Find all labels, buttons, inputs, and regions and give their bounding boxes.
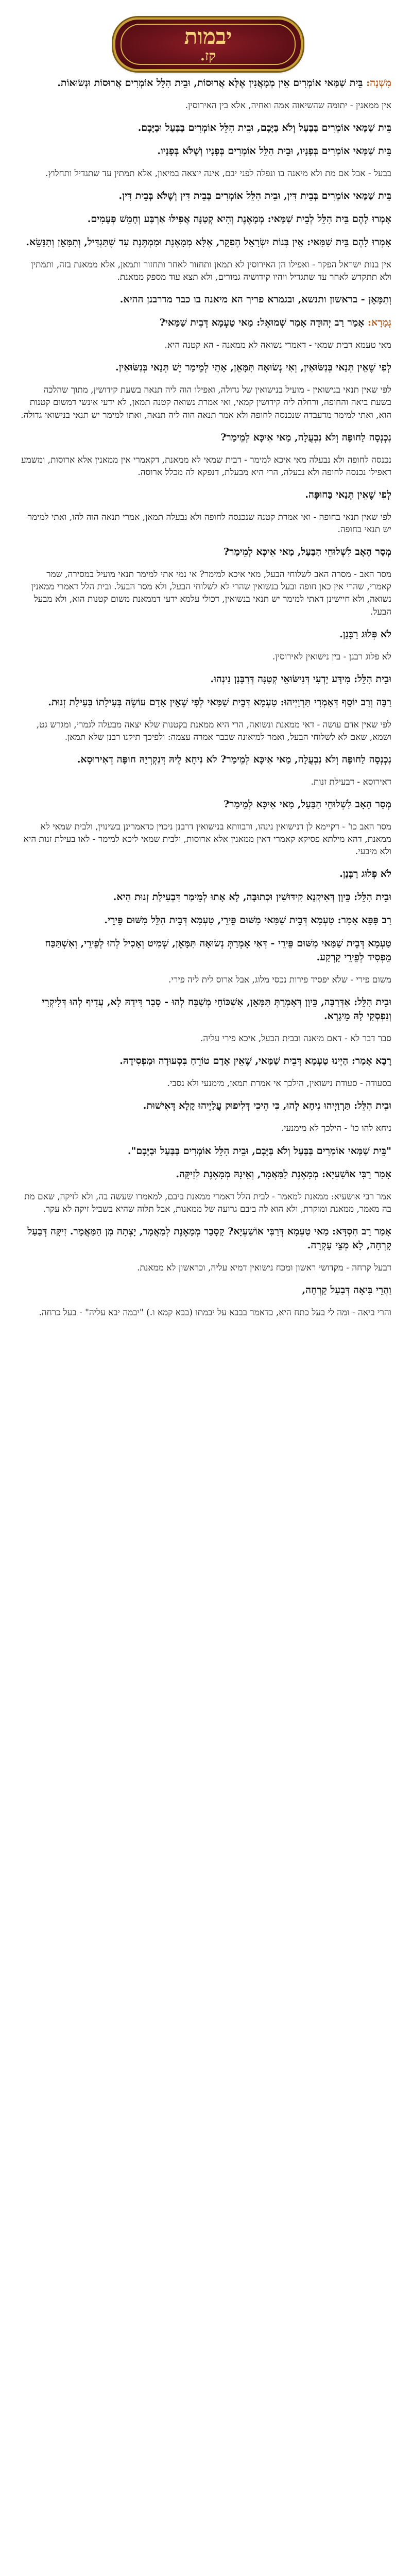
gemara-segment	[21, 361, 391, 375]
gemara-segment	[21, 890, 391, 904]
gemara-segment	[21, 545, 391, 559]
gemara-segment	[21, 1262, 391, 1274]
mishnah-label: מִשְׁנָה:	[363, 77, 391, 89]
gemara-text: מְסַר הָאָב לִשְׁלוּחֵי הַבַּעַל, מַאי אִיכָּא לְמֵימַר?	[223, 799, 391, 810]
mishnah-segment	[21, 121, 391, 135]
gemara-text: אָמַר רַב חִסְדָּא: מַאי טַעְמָא דְּרַבִּי אוֹשַׁעְיָא? קָסָבַר מְמָאֶנֶת לְמַאֲמָר, יָצְתָה מִן הַמַּאֲמָר. זִיקָּה דְּבַעַל קָרְחָה, לָא מְצֵי עָקְרָה.	[27, 1225, 391, 1251]
mishnah-text: בֵּית שַׁמַּאי אוֹמְרִים בְּבֵית דִּין, וּבֵית הִלֵּל אוֹמְרִים בְּבֵית דִּין וְשֶׁלֹּא בְּבֵית דִּין.	[118, 190, 391, 202]
gemara-text: והרי ביאה - ומה לי בעל כתח היא, כדאמר בבבא על יבמתו (בבא קמא ו.) "יבמה יבא עליה" - בעל כרחה.	[39, 1307, 391, 1318]
gemara-segment	[21, 454, 391, 479]
gemara-segment	[21, 384, 391, 421]
gemara-text: נִכְנְסָה לַחוּפָּה וְלֹא נִבְעֲלָה, מַאי אִיכָּא לְמֵימַר? לֹא נִיחָא לֵיהּ דְּנִקְרְיַהּ חוּפָּה דְאִירוּסָא.	[77, 753, 391, 765]
gemara-label: גְּמָרָא:	[364, 317, 391, 329]
gemara-text: לֹא פְּלוּג רַבָּנַן.	[339, 628, 391, 640]
header-banner	[0, 14, 412, 71]
gemara-text: סבר דבר לא - דאם מיאנה ובבית הבעל, איכא פירי עליה.	[200, 1033, 391, 1044]
mishnah-text: בבעל - אבל אם מת ולא מיאנה בו ונפלה לפני יבם, אינה יוצאה במיאון, אלא תמתין עד שתגדיל ותחלוץ.	[45, 168, 391, 179]
gemara-segment	[21, 776, 391, 788]
mishnah-segment	[21, 189, 391, 203]
gemara-segment	[21, 696, 391, 709]
gemara-segment	[21, 1077, 391, 1090]
gemara-text: אָמַר רַבִּי אוֹשַׁעְיָא: מְמָאֶנֶת לַמַּאֲמָר, וְאֵינָהּ מְמָאֶנֶת לְזִיקָּה.	[176, 1168, 391, 1180]
gemara-text: לפי שאין תנאי בנישואין - מועיל בנישואין של גדולה, ואפילו הוה ליה תנאה בשעת קידושין, מתוך שהלכה בשעת ביאה והחופה, ורחלה ליה קידושין קמאי, ואי אמרת נשואה קטנה תמאן, לא ידעי אינשי דמשום קטנות הוא, ואתי למימר מדעבדה שנכנסה לחופה ולא אמר תנאה הוה ליה תנאה, ואתו למימר יש תנאי בנישואי גדולה.	[21, 385, 391, 420]
gemara-text: לא פלוג רבנן - בין נישואין לאירוסין.	[272, 651, 391, 662]
mishnah-text: אין בנות ישראל הפקר - ואפילו הן האירוסין לא תמאן ותחזור לאחר ותחזור ותמאן, אלא ממאנת בזה, ותמתין ולא תתקדש לאחר עד שתגדיל ויהיו קידושיה גמורים, ולא תצא עוד מספק ממאנת.	[31, 260, 391, 283]
gemara-text: לְפִי שֶׁאֵין תְּנַאי בְּנִשּׂוּאִין, וְאִי נְשׂוּאָה תִּמָּאֵן, אָתֵי לְמֵימַר יֵשׁ תְּנַאי בְּנִשּׂוּאִין.	[115, 362, 391, 374]
gemara-segment	[21, 511, 391, 536]
gemara-text: וּבֵית הִלֵּל: אַדְּרַבָּה, כֵּיוָן דְּאָמְרַתְּ תִּמָּאֵן, אִשְׁכּוֹחֵי מְשַׁבַּח לְהוּ - סָבַר דִּידַהּ לָא, עֲדִיף לְהוּ דְּלִיקְרִי וְנִפְסְקִי לָהּ מֵיגָרָא.	[42, 996, 391, 1022]
gemara-segment	[21, 628, 391, 641]
gemara-text: טַעְמָא דְּבֵית שַׁמַּאי מִשּׁוּם פֵּירֵי - דְּאִי אָמְרַתְּ נְשׂוּאָה תִּמָּאֵן, שְׁמִיט וְאָכִיל לְהוּ לְפֵירֵי, וְאִשְׁתַּכַּח מֵפְסִיד לְפֵירֵי קָרְקַע.	[45, 938, 391, 963]
gemara-segment	[21, 798, 391, 811]
gemara-segment	[21, 1307, 391, 1319]
gemara-text: וּבֵית הִלֵּל: מִידָּע יָדְעִי דְּנִישּׂוּאֵי קְטַנָּה דְּרַבָּנַן נִינְהוּ.	[210, 673, 391, 685]
gemara-text: אמר רבי אושעיא: ממאנת למאמר - לבית הלל דאמרי ממאנת ביבם, למאמרו שעשה בה, ולא לזיקה, שאם מת בה מאמר, ממאנת ומוקרת, ולא הוא לה ביבם גרועה של ממאנות, אבל תלוה שהיא בשביל זיקה לא עקר.	[24, 1191, 391, 1214]
gemara-segment	[21, 651, 391, 663]
gemara-text: אָמַר רַב יְהוּדָה אָמַר שְׁמוּאֵל: מַאי טַעְמָא דְּבֵית שַׁמַּאי?	[159, 317, 365, 329]
gemara-text: לְפִי שֶׁאֵין תְּנַאי בַּחוּפָּה.	[305, 488, 391, 500]
gemara-segment	[21, 995, 391, 1023]
daf-number: קז.	[200, 48, 216, 64]
gemara-text: מסר האב כו' - דקיימא לן דנישואין נינהו, ורבוותא בנישואין דרבנן ניכוין כדאמרינן בשינוין, ולבית שמאי לא ממאנת, דהא מילתא פסיקא קאמרי דאין ממאנין אלא ארוסות, ולבית שמאי ליכא למימר - לאו בעילת זנות היא ולא מיבעי.	[23, 821, 391, 857]
gemara-segment	[21, 974, 391, 986]
gemara-segment	[21, 1225, 391, 1252]
gemara-text: לֹא פְּלוּג רַבָּנַן.	[339, 868, 391, 880]
mishnah-segment	[21, 293, 391, 307]
gemara-segment	[21, 937, 391, 964]
gemara-segment	[21, 431, 391, 445]
gemara-segment	[21, 753, 391, 767]
gemara-segment	[21, 672, 391, 686]
gemara-segment	[21, 1167, 391, 1181]
tractate-title: יבמות	[184, 24, 232, 49]
mishnah-segment	[21, 144, 391, 158]
mishnah-text: אין ממאנין - יתומה שהשיאוה אמה ואחיה, אלא בין האירוסין.	[185, 100, 391, 111]
gemara-segment	[21, 568, 391, 618]
gemara-segment	[21, 1122, 391, 1134]
tractate-banner	[113, 18, 303, 71]
gemara-segment	[21, 1283, 391, 1297]
gemara-text: דאירוסא - דבעילת זנות.	[311, 776, 391, 787]
mishnah-text: וְתִמָּאֵן - בראשון ותנשא, ובגמרא פריך הא מיאנה בו כבר מדרבנן ההיא.	[119, 294, 391, 306]
gemara-text: ניחא להו כו' - הילכך לא מימנעי.	[281, 1123, 391, 1134]
mishnah-segment	[21, 212, 391, 226]
gemara-text: וּבֵית הִלֵּל: תַּרְוַיְיהוּ נִיחָא לְהוּ, כִּי הֵיכִי דְּלִיפוּק עֲלַיְיהוּ קָלָא דְּאִישׁוּת.	[143, 1100, 391, 1112]
gemara-segment	[21, 316, 391, 330]
gemara-text: מאי טעמא דבית שמאי - דאמרי נשואה לא ממאנה - הא קטנה היא.	[164, 340, 391, 351]
gemara-text: רָבָא אָמַר: הַיְינוּ טַעְמָא דְּבֵית שַׁמַּאי, שֶׁאֵין אָדָם טוֹרֵחַ בִּסְעוּדָה וּמַפְסִידָהּ.	[119, 1055, 391, 1067]
gemara-segment	[21, 1144, 391, 1158]
gemara-text: נִכְנְסָה לַחוּפָּה וְלֹא נִבְעֲלָה, מַאי אִיכָּא לְמֵימַר?	[220, 431, 391, 443]
gemara-segment	[21, 1032, 391, 1045]
gemara-text: "בֵּית שַׁמַּאי אוֹמְרִים בַּבַּעַל וְלֹא בַּיָּבָם, וּבֵית הִלֵּל אוֹמְרִים בַּבַּעַל וּבַיָּבָם".	[127, 1145, 391, 1157]
gemara-segment	[21, 1099, 391, 1113]
gemara-text: נכנסה לחופה ולא נבעלה מאי איכא למימר - דבית שמאי לא ממאנת, דקאמרי אין ממאנין אלא ארוסות, ומשמע דאפילו נכנסה לחופה ולא נבעלה, הרי היא מבעלת, דנפקא לה מכלל ארוסה.	[21, 454, 391, 478]
mishnah-segment	[21, 259, 391, 283]
gemara-text: וַהֲרֵי בִּיאָה דְּבַעַל קָרְחָה,	[302, 1284, 391, 1296]
mishnah-text: בֵּית שַׁמַּאי אוֹמְרִים אֵין מְמָאֲנִין אֶלָּא אֲרוּסוֹת, וּבֵית הִלֵּל אוֹמְרִים אֲרוּסוֹת וּנְשׂוּאוֹת.	[57, 77, 363, 89]
gemara-text: לפי שאין אדם עושה - דאי ממאנת ונשואה, הרי היא ממאנת בקטנות שלא יצאה מבעלה לגמרי, ומגרש גט, ושמא, שאם לא לשלוחי הבעל, ואמר למיאונה שכבר אמרה עצמה: ולפיכך תיקנו רבנן שלא תמאן.	[36, 719, 391, 742]
gemara-text: לפי שאין תנאי בחופה - ואי אמרת קטנה שנכנסה לחופה ולא נבעלה תמאן, אמרי תנאה הוה להו, ואתי למימר יש תנאי בחופה.	[27, 512, 391, 535]
mishnah-segment	[21, 76, 391, 90]
mishnah-text: אָמְרוּ לָהֶם בֵּית הִלֵּל לְבֵית שַׁמַּאי: מְמָאֶנֶת וְהִיא קְטַנָּה אֲפִילּוּ אַרְבַּע וְחָמֵשׁ פְּעָמִים.	[87, 213, 391, 225]
gemara-text: דבעל קרחה - מקדושי ראשון ומכח נישואין דמיא עליה, וכראשון לא ממאנת.	[137, 1262, 391, 1273]
mishnah-text: בֵּית שַׁמַּאי אוֹמְרִים בַּבַּעַל וְלֹא בַּיָּבָם, וּבֵית הִלֵּל אוֹמְרִים בַּבַּעַל וּבַיָּבָם.	[138, 122, 391, 134]
gemara-text: מְסַר הָאָב לִשְׁלוּחֵי הַבַּעַל, מַאי אִיכָּא לְמֵימַר?	[223, 546, 391, 558]
gemara-segment	[21, 1191, 391, 1215]
text-column	[21, 76, 391, 1328]
gemara-segment	[21, 821, 391, 858]
mishnah-segment	[21, 99, 391, 112]
gemara-text: משום פירי - שלא יפסיד פירות נכסי מלוג, אבל ארוס לית ליה פירי.	[168, 975, 391, 986]
gemara-text: בסעודה - סעודת נישואין, הילכך אי אמרת תמאן, מימנעי ולא נסבי.	[167, 1078, 391, 1089]
mishnah-segment	[21, 167, 391, 180]
gemara-segment	[21, 339, 391, 351]
mishnah-text: בֵּית שַׁמַּאי אוֹמְרִים בְּפָנָיו, וּבֵית הִלֵּל אוֹמְרִים בְּפָנָיו וְשֶׁלֹּא בְּפָנָיו.	[157, 145, 391, 157]
gemara-segment	[21, 1054, 391, 1068]
gemara-segment	[21, 719, 391, 743]
gemara-text: רַב פָּפָּא אָמַר: טַעְמָא דְּבֵית שַׁמַּאי מִשּׁוּם פֵּירֵי, טַעְמָא דְּבֵית הִלֵּל מִשּׁוּם פֵּירֵי.	[104, 914, 391, 926]
gemara-segment	[21, 488, 391, 502]
gemara-segment	[21, 913, 391, 927]
gemara-text: וּבֵית הִלֵּל: כֵּיוָן דְּאִיקְנָא קִידּוּשִׁין וּכְתוּבָּה, לָא אָתוּ לְמֵימַר דִּבְעִילַת זְנוּת הִיא.	[113, 891, 391, 903]
mishnah-text: אָמְרוּ לָהֶם בֵּית שַׁמַּאי: אֵין בְּנוֹת יִשְׂרָאֵל הֶפְקֵר, אֶלָּא מְמָאֶנֶת וּמַמְתֶּנֶת עַד שֶׁתַּגְדִּיל, וְתִמָּאֵן וְתִנָּשֵׂא.	[26, 236, 391, 248]
gemara-text: מסר האב - מסרה האב לשלוחי הבעל, מאי איכא למימר? אי נמי אתי למימר תנאי מועיל במסירה, שמר קאמרי, שהרי אין כאן חופה ובעל בנשואין שהרי לא לשלוחי הבעל, ולא מסר הבעל. ובית הלל דאמרי ממאנין נשואה, ולא חיישינן דאתי למימר יש תנאי בנשואין, דכולי עלמא ידעי דממאנת משום קטנות הוא, ולא מבעל הבעל.	[31, 569, 391, 617]
gemara-segment	[21, 867, 391, 881]
mishnah-segment	[21, 235, 391, 249]
gemara-text: רַבָּה וְרַב יוֹסֵף דְּאָמְרִי תַּרְוַיְיהוּ: טַעְמָא דְּבֵית שַׁמַּאי לְפִי שֶׁאֵין אָדָם עוֹשֶׂה בְּעִילָתוֹ בְּעִילַת זְנוּת.	[48, 696, 391, 708]
